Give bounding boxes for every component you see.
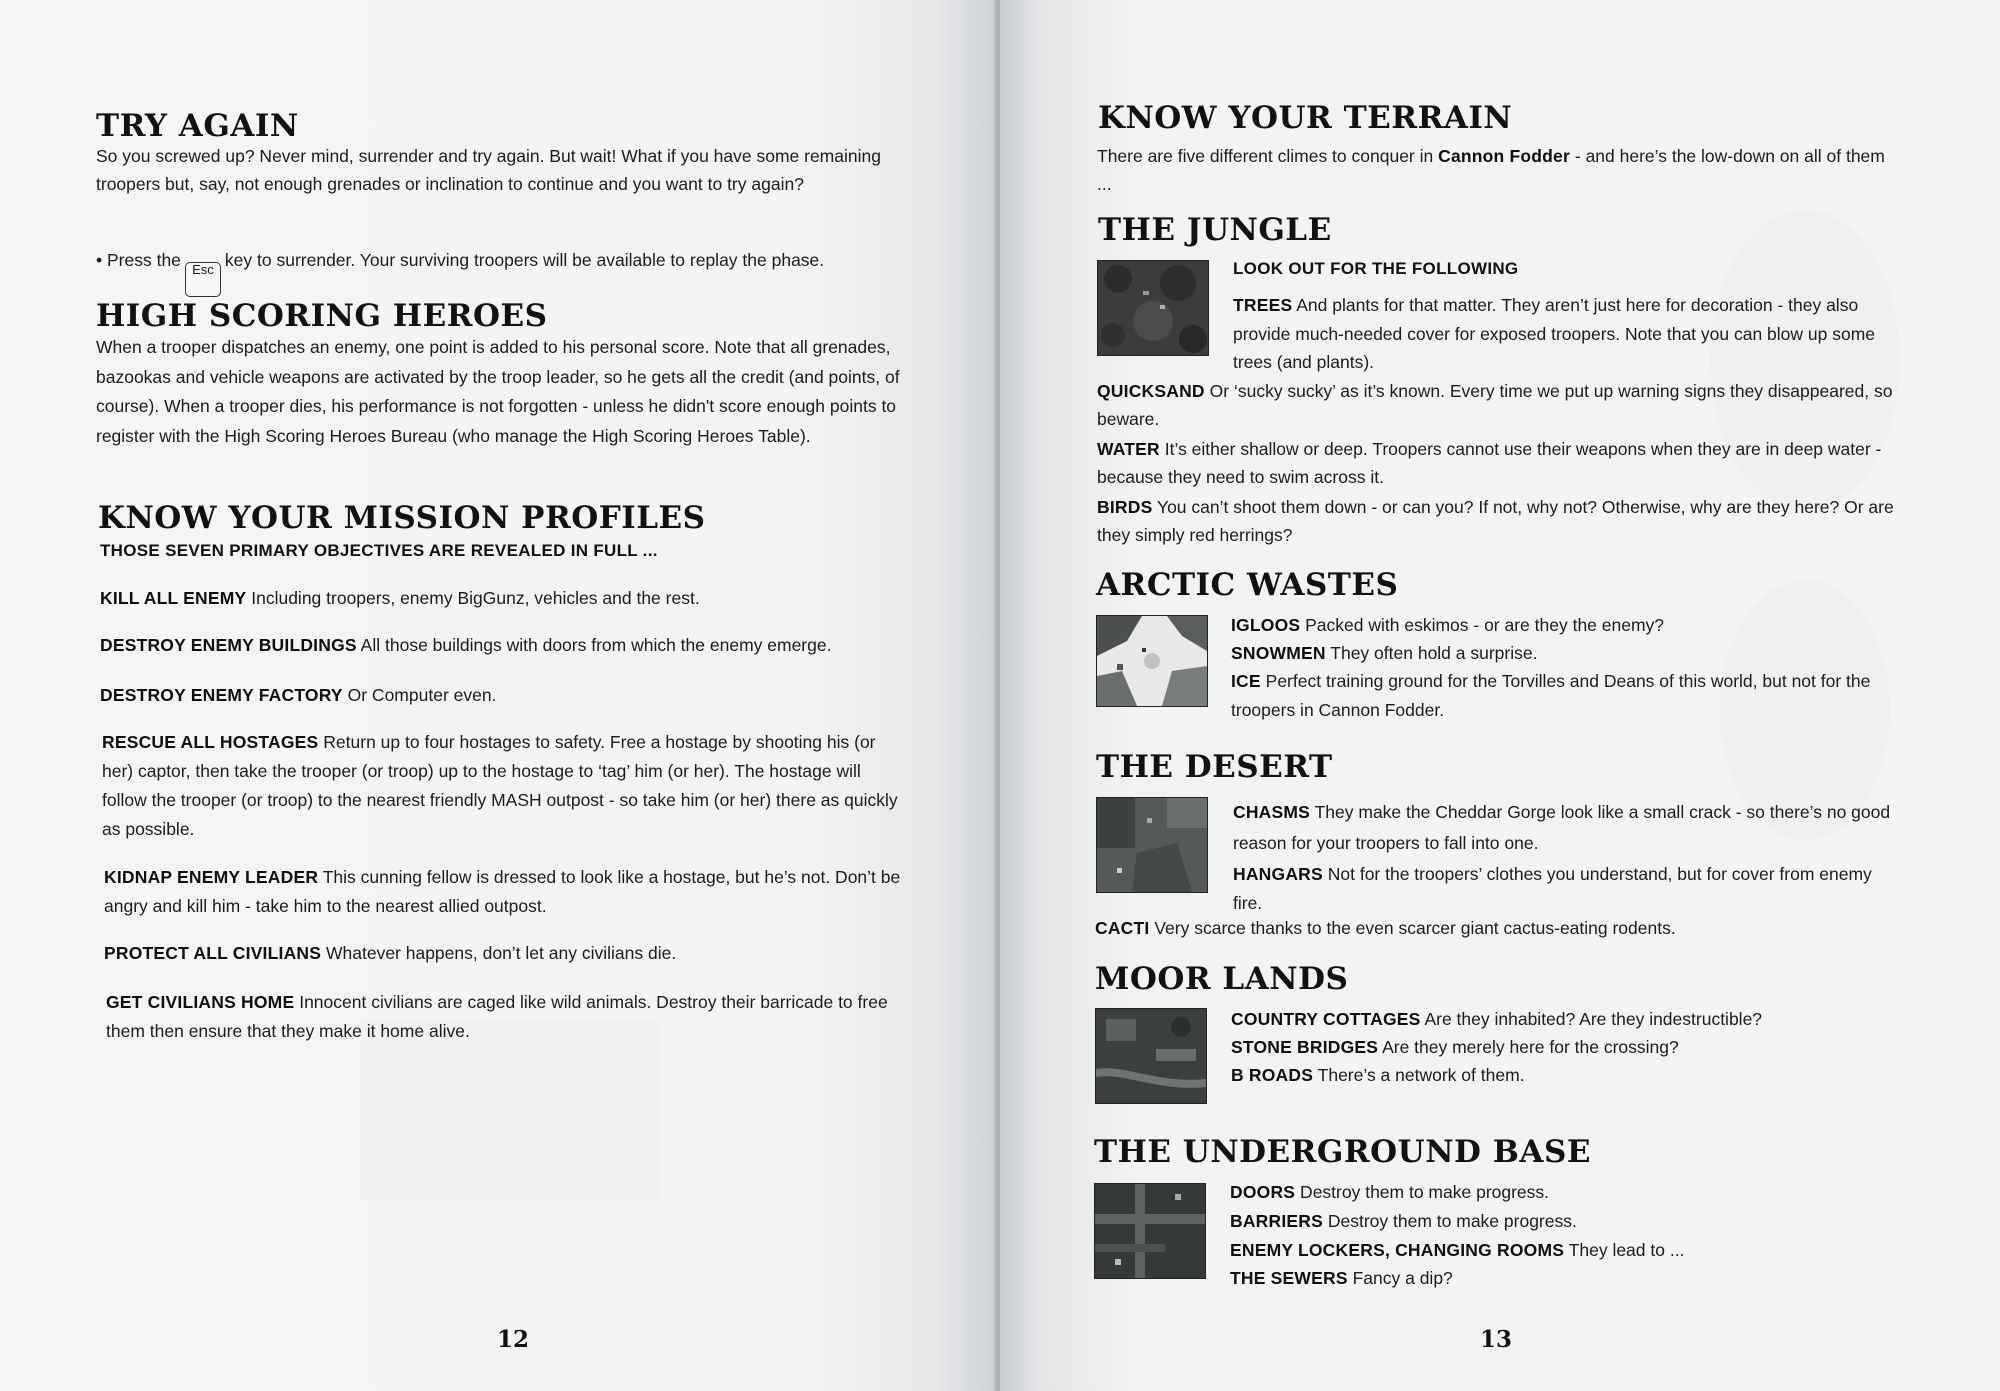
jungle-subheading: LOOK OUT FOR THE FOLLOWING: [1233, 259, 1519, 278]
try-again-heading: TRY AGAIN: [96, 108, 299, 144]
terrain-desc: It’s either shallow or deep. Troopers cannot use their weapons when they are in deep water - because they need to swim across it.: [1097, 439, 1882, 487]
mission-kidnap-leader: [104, 863, 914, 921]
terrain-desc: Packed with eskimos - or are they the enemy?: [1300, 615, 1665, 635]
show-through-box: [360, 1020, 660, 1200]
terrain-desc: Fancy a dip?: [1347, 1268, 1453, 1288]
moor-cottages: [1231, 1005, 1901, 1033]
terrain-term: CHASMS: [1233, 802, 1311, 822]
mission-protect-civilians: [104, 939, 924, 967]
mission-term: RESCUE ALL HOSTAGES: [102, 732, 319, 752]
mission-desc: Or Computer even.: [342, 685, 497, 705]
mission-profiles-subheading: THOSE SEVEN PRIMARY OBJECTIVES ARE REVEALED IN FULL ...: [100, 541, 658, 560]
arctic-screenshot: [1096, 615, 1208, 707]
terrain-desc: Are they merely here for the crossing?: [1378, 1037, 1679, 1057]
underground-sewers: [1230, 1264, 1900, 1292]
mission-destroy-buildings: [100, 631, 920, 659]
mission-desc: Including troopers, enemy BigGunz, vehicles and the rest.: [246, 588, 700, 608]
jungle-quicksand: [1097, 377, 1899, 433]
mission-destroy-factory: [100, 681, 920, 709]
terrain-desc: And plants for that matter. They aren’t just here for decoration - they also provide much-needed cover for exposed troopers. Note that you can blow up some trees (and plants).: [1233, 295, 1876, 372]
desert-chasms: [1233, 797, 1903, 859]
jungle-trees: [1233, 291, 1899, 377]
mission-civilians-home: [106, 988, 916, 1046]
terrain-term: CACTI: [1095, 918, 1150, 938]
mission-desc: Whatever happens, don’t let any civilians die.: [321, 943, 677, 963]
terrain-desc: There’s a network of them.: [1313, 1065, 1525, 1085]
right-page: [1000, 0, 2000, 1391]
terrain-term: HANGARS: [1233, 864, 1323, 884]
mission-term: GET CIVILIANS HOME: [106, 992, 295, 1012]
try-again-text: So you screwed up? Never mind, surrender and try again. But wait! What if you have some remaining troopers but, say, not enough grenades or inclination to continue and you want to try again?: [96, 146, 881, 194]
mission-rescue-hostages: [102, 728, 910, 844]
mission-kill-all-enemy: [100, 584, 920, 612]
terrain-desc: You can’t shoot them down - or can you? If not, why not? Otherwise, why are they here? Or are they simply red herrings?: [1097, 497, 1894, 545]
mission-desc: All those buildings with doors from which the enemy emerge.: [356, 635, 832, 655]
arctic-snowmen: [1231, 639, 1901, 667]
terrain-desc: Destroy them to make progress.: [1323, 1211, 1577, 1231]
terrain-term: BARRIERS: [1230, 1211, 1323, 1231]
mission-term: KIDNAP ENEMY LEADER: [104, 867, 319, 887]
terrain-desc: Are they inhabited? Are they indestructible?: [1420, 1009, 1763, 1029]
mission-term: PROTECT ALL CIVILIANS: [104, 943, 322, 963]
underground-heading: THE UNDERGROUND BASE: [1094, 1134, 1591, 1170]
page-number-left: 12: [497, 1326, 530, 1353]
left-page: [0, 0, 996, 1391]
mission-term: DESTROY ENEMY BUILDINGS: [100, 635, 357, 655]
mission-desc: Innocent civilians are caged like wild animals. Destroy their barricade to free them then ensure that they make it home alive.: [106, 992, 888, 1041]
desert-cacti: [1095, 914, 1901, 942]
mission-desc: This cunning fellow is dressed to look like a hostage, but he’s not. Don’t be angry and kill him - take him to the nearest allied outpost.: [104, 867, 901, 916]
terrain-desc: Perfect training ground for the Torvilles and Deans of this world, but not for the troopers in Cannon Fodder.: [1231, 671, 1871, 720]
mission-term: KILL ALL ENEMY: [100, 588, 247, 608]
terrain-intro-start: There are five different climes to conquer in: [1097, 146, 1439, 166]
jungle-birds: [1097, 493, 1899, 549]
terrain-term: TREES: [1233, 295, 1293, 315]
terrain-term: COUNTRY COTTAGES: [1231, 1009, 1421, 1029]
terrain-term: DOORS: [1230, 1182, 1296, 1202]
terrain-term: IGLOOS: [1231, 615, 1301, 635]
desert-screenshot: [1096, 797, 1208, 893]
terrain-desc: Or ‘sucky sucky’ as it’s known. Every time we put up warning signs they disappeared, so beware.: [1097, 381, 1893, 429]
surrender-instruction: [96, 246, 916, 297]
terrain-desc: They lead to ...: [1564, 1240, 1685, 1260]
game-title: Cannon Fodder: [1438, 146, 1571, 166]
terrain-heading: KNOW YOUR TERRAIN: [1098, 100, 1513, 136]
mission-desc: Return up to four hostages to safety. Free a hostage by shooting his (or her) captor, then take the trooper (or troop) up to the hostage to ‘tag’ him (or her). The hostage will follow the trooper (or troop) to the nearest friendly MASH outpost - so take him (or her) there as quickly as possible.: [102, 732, 898, 839]
jungle-water: [1097, 435, 1899, 491]
desert-heading: THE DESERT: [1096, 749, 1333, 785]
desert-hangars: [1233, 860, 1903, 918]
page-number-right: 13: [1480, 1326, 1513, 1353]
terrain-desc: Destroy them to make progress.: [1295, 1182, 1550, 1202]
terrain-term: BIRDS: [1097, 497, 1153, 517]
terrain-desc: They make the Cheddar Gorge look like a small crack - so there’s no good reason for your troopers to fall into one.: [1233, 802, 1891, 853]
terrain-term: ENEMY LOCKERS, CHANGING ROOMS: [1230, 1240, 1565, 1260]
esc-key-icon: Esc: [185, 262, 221, 297]
jungle-heading: THE JUNGLE: [1098, 212, 1332, 248]
high-scoring-text: When a trooper dispatches an enemy, one point is added to his personal score. Note that all grenades, bazookas and vehicle weapons are activated by the troop leader, so he gets all the credit (and points, of course). When a trooper dies, his performance is not forgotten - unless he didn't score enough points to register with the High Scoring Heroes Bureau (who manage the High Scoring Heroes Table).: [96, 337, 900, 446]
terrain-intro-end: - and here’s the low-down on all of them ...: [1097, 146, 1885, 194]
mission-profiles-heading: KNOW YOUR MISSION PROFILES: [98, 500, 706, 536]
moor-screenshot: [1095, 1008, 1207, 1104]
surrender-bullet-suffix: key to surrender. Your surviving troopers will be available to replay the phase.: [224, 250, 825, 270]
terrain-term: WATER: [1097, 439, 1160, 459]
terrain-desc: They often hold a surprise.: [1325, 643, 1538, 663]
terrain-term: THE SEWERS: [1230, 1268, 1348, 1288]
terrain-term: ICE: [1231, 671, 1261, 691]
terrain-intro: [1097, 142, 1897, 198]
terrain-term: SNOWMEN: [1231, 643, 1326, 663]
underground-lockers: [1230, 1236, 1900, 1264]
moor-roads: [1231, 1061, 1901, 1089]
mission-term: DESTROY ENEMY FACTORY: [100, 685, 343, 705]
high-scoring-heading: HIGH SCORING HEROES: [96, 298, 548, 334]
terrain-term: QUICKSAND: [1097, 381, 1205, 401]
arctic-heading: ARCTIC WASTES: [1096, 567, 1399, 603]
terrain-term: STONE BRIDGES: [1231, 1037, 1379, 1057]
moor-heading: MOOR LANDS: [1095, 961, 1349, 997]
arctic-ice: [1231, 667, 1901, 725]
terrain-desc: Not for the troopers’ clothes you understand, but for cover from enemy fire.: [1233, 864, 1872, 913]
underground-screenshot: [1094, 1183, 1206, 1279]
arctic-igloos: [1231, 611, 1901, 639]
terrain-term: B ROADS: [1231, 1065, 1314, 1085]
moor-bridges: [1231, 1033, 1901, 1061]
surrender-bullet-prefix: • Press the: [96, 250, 181, 270]
jungle-screenshot: [1097, 260, 1209, 356]
terrain-desc: Very scarce thanks to the even scarcer giant cactus-eating rodents.: [1149, 918, 1676, 938]
underground-doors: [1230, 1178, 1900, 1206]
underground-barriers: [1230, 1207, 1900, 1235]
